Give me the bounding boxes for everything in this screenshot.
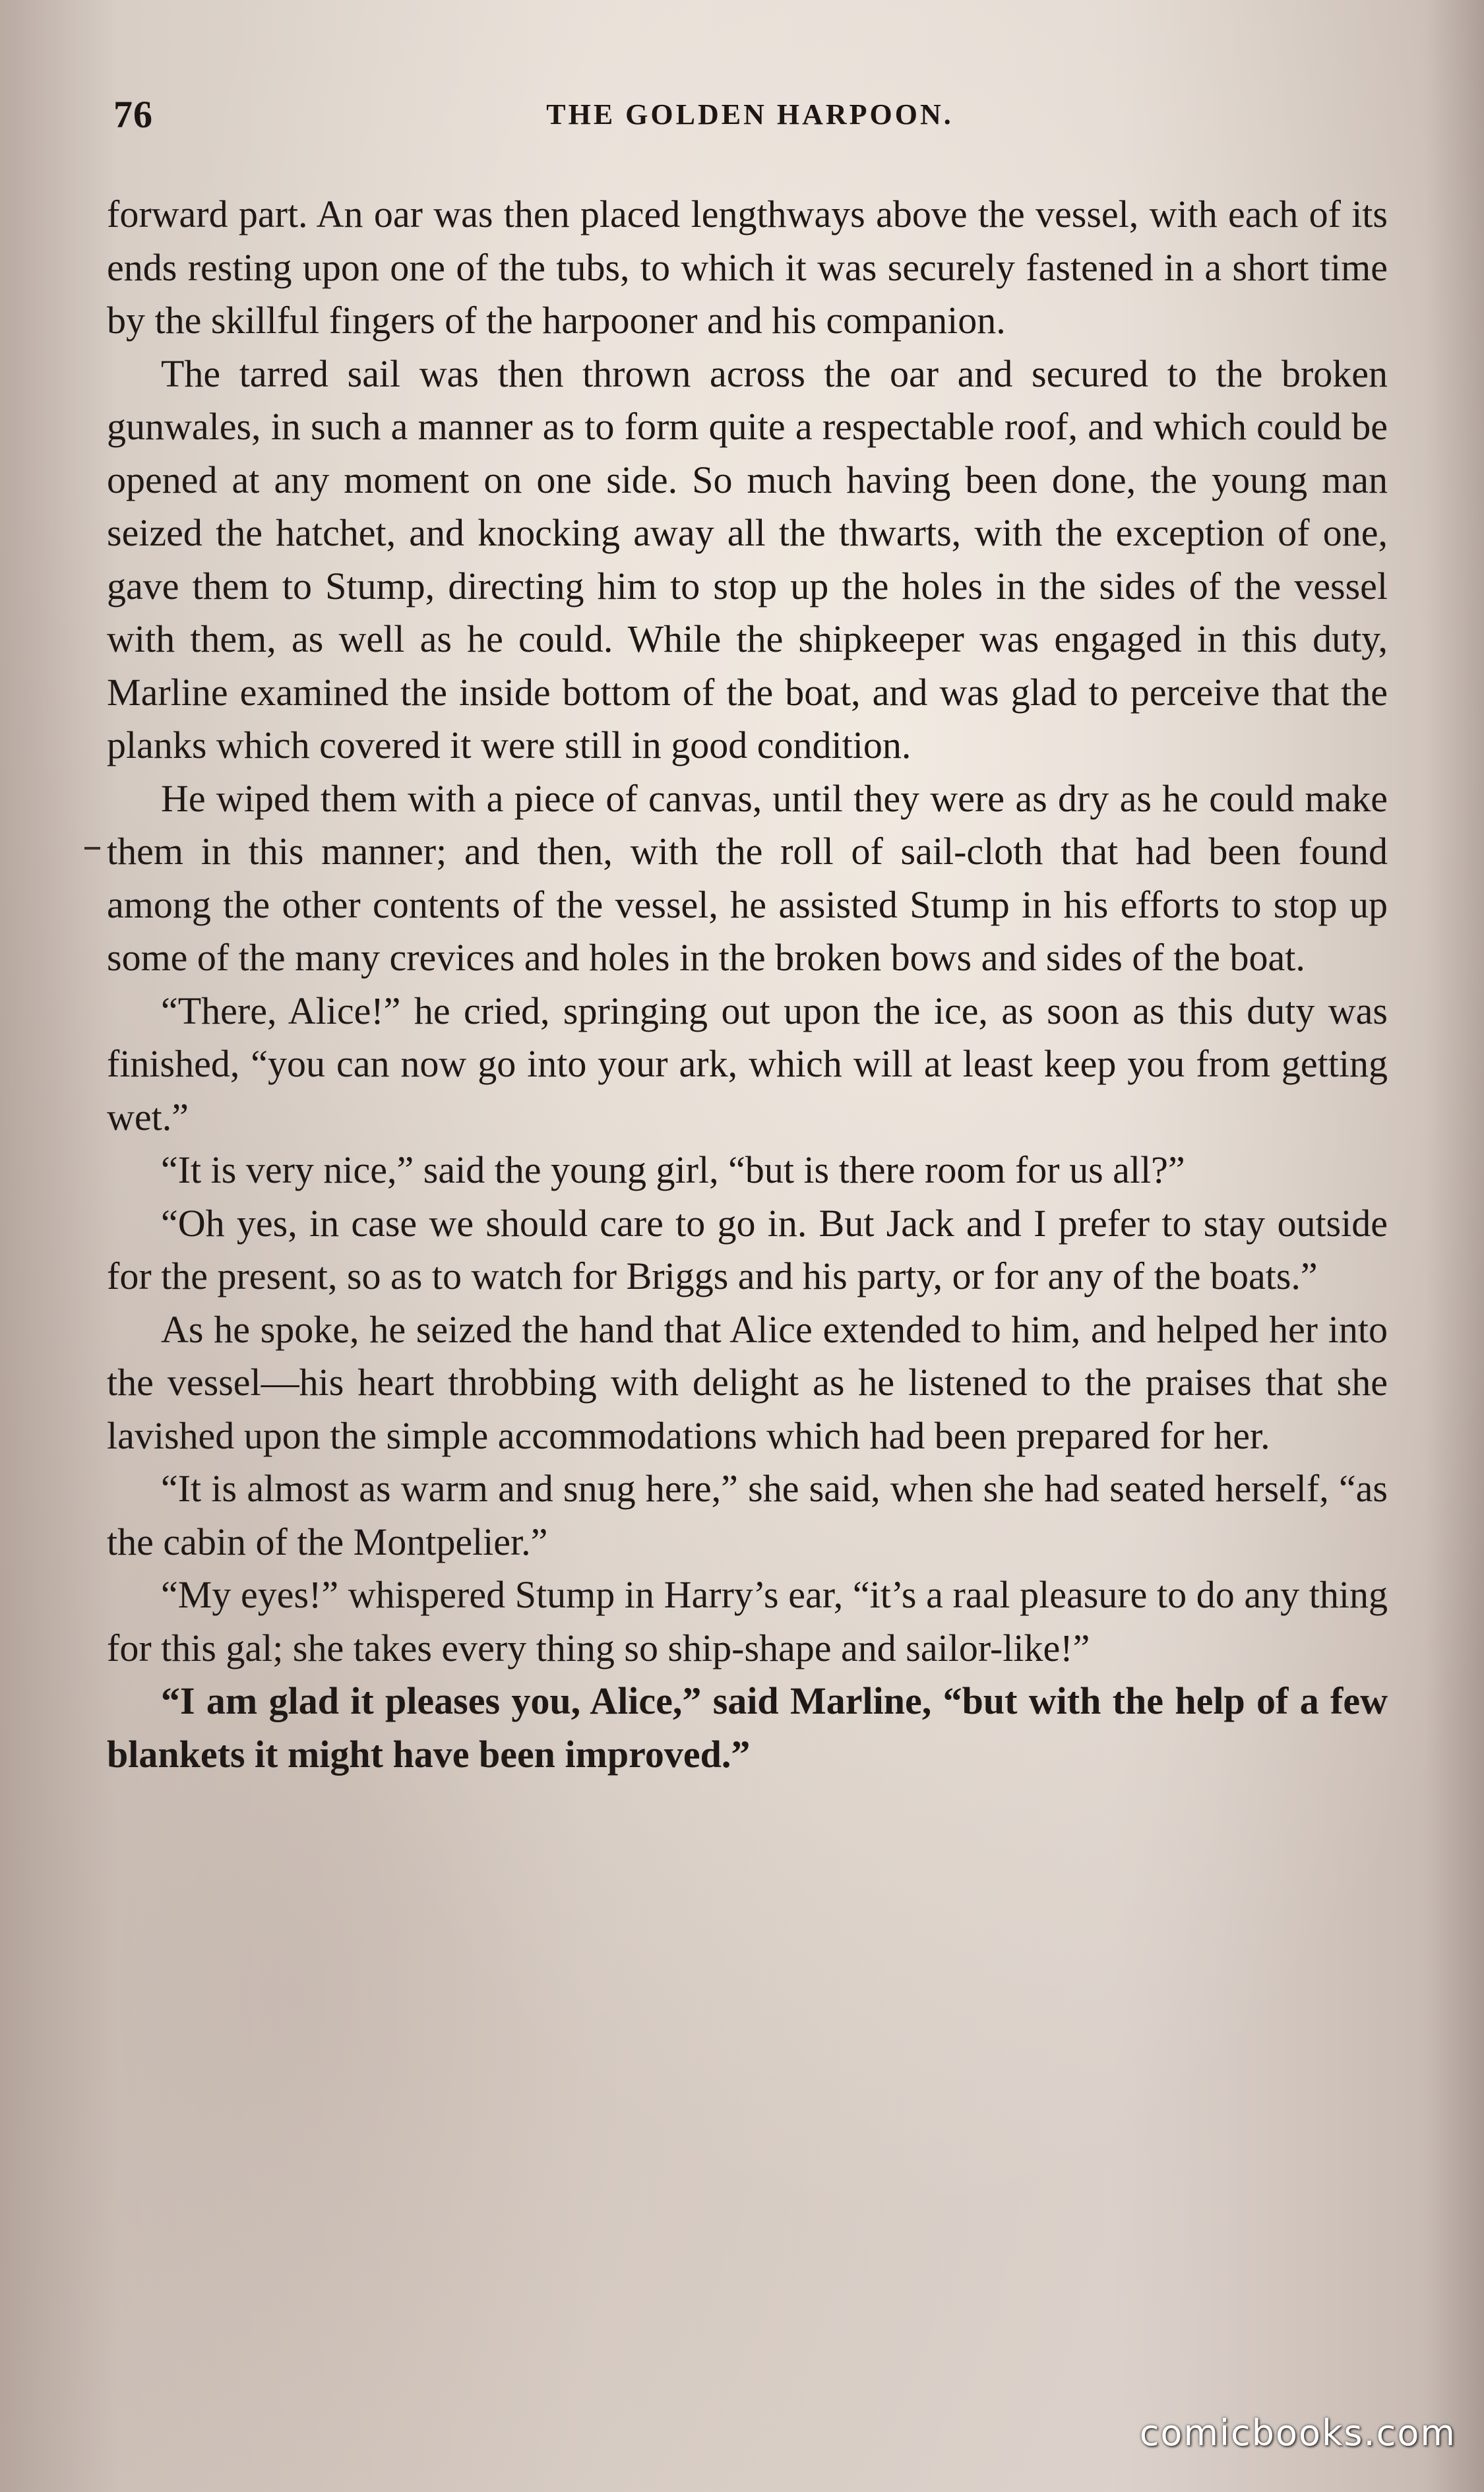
running-title: THE GOLDEN HARPOON. — [546, 98, 954, 131]
paragraph-5: “It is very nice,” said the young girl, “but is there room for us all?” — [161, 1148, 1185, 1191]
paragraph-3: He wiped them with a piece of canvas, until they were as dry as he could make them in this manner; and then, with the roll of sail-cloth that had been found among the other contents of the vessel, he assisted Stump in his efforts to stop up some of the many crevices and holes in the broken bows and sides of the boat. — [107, 776, 1388, 979]
page-header — [113, 92, 1386, 145]
paragraph-8: “It is almost as warm and snug here,” she said, when she had seated herself, “as the cabin of the Montpelier.” — [107, 1467, 1388, 1563]
page-number: 76 — [113, 93, 153, 136]
body-text — [107, 188, 1388, 1781]
paragraph-9: “My eyes!” whispered Stump in Harry’s ear, “it’s a raal pleasure to do any thing for this gal; she takes every thing so ship-shape and sailor-like!” — [107, 1573, 1388, 1669]
paragraph-6: “Oh yes, in case we should care to go in. But Jack and I prefer to stay outside for the present, so as to watch for Briggs and his party, or for any of the boats.” — [107, 1201, 1388, 1297]
margin-mark — [84, 847, 100, 850]
paragraph-7: As he spoke, he seized the hand that Alice extended to him, and helped her into the vessel—his heart throbbing with delight as he listened to the praises that she lavished upon the simple accommodations which had been prepared for her. — [107, 1307, 1388, 1457]
paragraph-2: The tarred sail was then thrown across the oar and secured to the broken gunwales, in such a manner as to form quite a respectable roof, and which could be opened at any moment on one side. So much having been done, the young man seized the hatchet, and knocking away all the thwarts, with the exception of one, gave them to Stump, directing him to stop up the holes in the sides of the vessel with them, as well as he could. While the shipkeeper was engaged in this duty, Marline examined the inside bottom of the boat, and was glad to perceive that the planks which covered it were still in good condition. — [107, 352, 1388, 766]
watermark: comicbooks.com — [1139, 2412, 1456, 2454]
paragraph-4: “There, Alice!” he cried, springing out upon the ice, as soon as this duty was finished, “you can now go into your ark, which will at least keep you from getting wet.” — [107, 989, 1388, 1138]
paragraph-10: “I am glad it pleases you, Alice,” said Marline, “but with the help of a few blankets it might have been improved.” — [107, 1679, 1388, 1776]
paragraph-1: forward part. An oar was then placed lengthways above the vessel, with each of its ends resting upon one of the tubs, to which it was securely fastened in a short time by the skillful fingers of the harpooner and his companion. — [107, 193, 1388, 342]
